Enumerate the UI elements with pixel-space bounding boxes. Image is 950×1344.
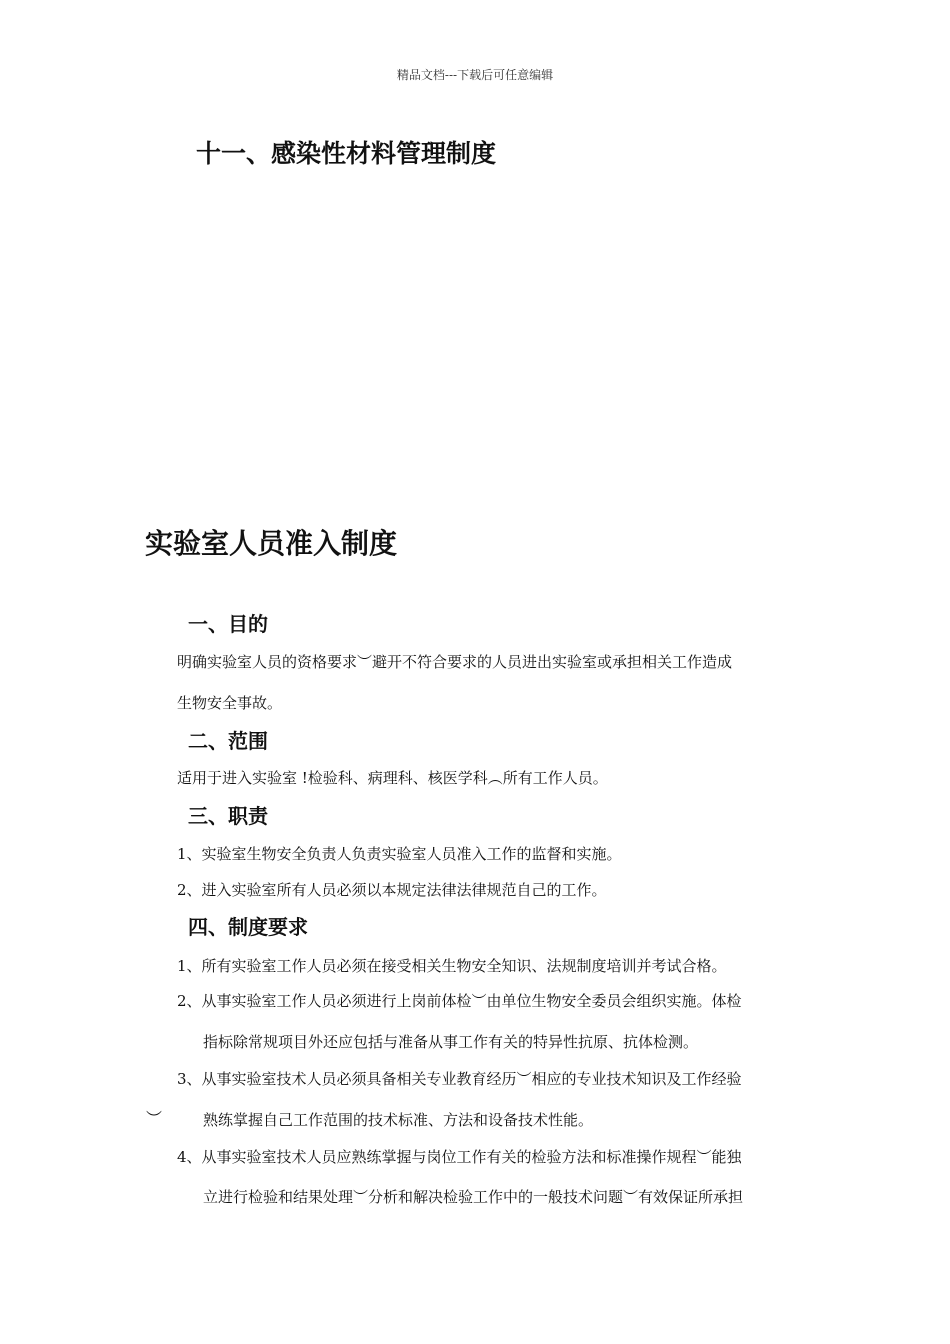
list-item: 2、从事实验室工作人员必须进行上岗前体检︶由单位生物安全委员会组织实施。体检 (177, 992, 742, 1010)
list-item: 2、进入实验室所有人员必须以本规定法律法律规范自己的工作。 (177, 881, 607, 899)
heading-requirements: 四、制度要求 (188, 915, 308, 939)
heading-purpose: 一、目的 (188, 612, 268, 636)
list-item: 3、从事实验室技术人员必须具备相关专业教育经历︶相应的专业技术知识及工作经验 (177, 1070, 742, 1088)
section-title: 十一、感染性材料管理制度 (196, 139, 497, 168)
list-item: 1、所有实验室工作人员必须在接受相关生物安全知识、法规制度培训并考试合格。 (177, 957, 727, 975)
heading-scope: 二、范围 (188, 729, 268, 753)
list-item-continuation: 熟练掌握自己工作范围的技术标准、方法和设备技术性能。 (203, 1111, 594, 1129)
paragraph-line: 生物安全事故。 (177, 694, 283, 712)
paragraph-line: 适用于进入实验室 !检验科、病理科、核医学科︵所有工作人员。 (177, 769, 608, 787)
stray-punctuation-mark: ︶ (146, 1109, 163, 1128)
document-title: 实验室人员准入制度 (145, 527, 398, 560)
list-item: 1、实验室生物安全负责人负责实验室人员准入工作的监督和实施。 (177, 845, 622, 863)
list-item-continuation: 立进行检验和结果处理︶分析和解决检验工作中的一般技术问题︶有效保证所承担 (203, 1188, 744, 1206)
page-header-note: 精品文档---下载后可任意编辑 (396, 68, 554, 82)
paragraph-line: 明确实验室人员的资格要求︶避开不符合要求的人员进出实验室或承担相关工作造成 (177, 653, 733, 671)
list-item-continuation: 指标除常规项目外还应包括与准备从事工作有关的特异性抗原、抗体检测。 (203, 1033, 699, 1051)
heading-duties: 三、职责 (188, 804, 268, 828)
list-item: 4、从事实验室技术人员应熟练掌握与岗位工作有关的检验方法和标准操作规程︶能独 (177, 1148, 742, 1166)
